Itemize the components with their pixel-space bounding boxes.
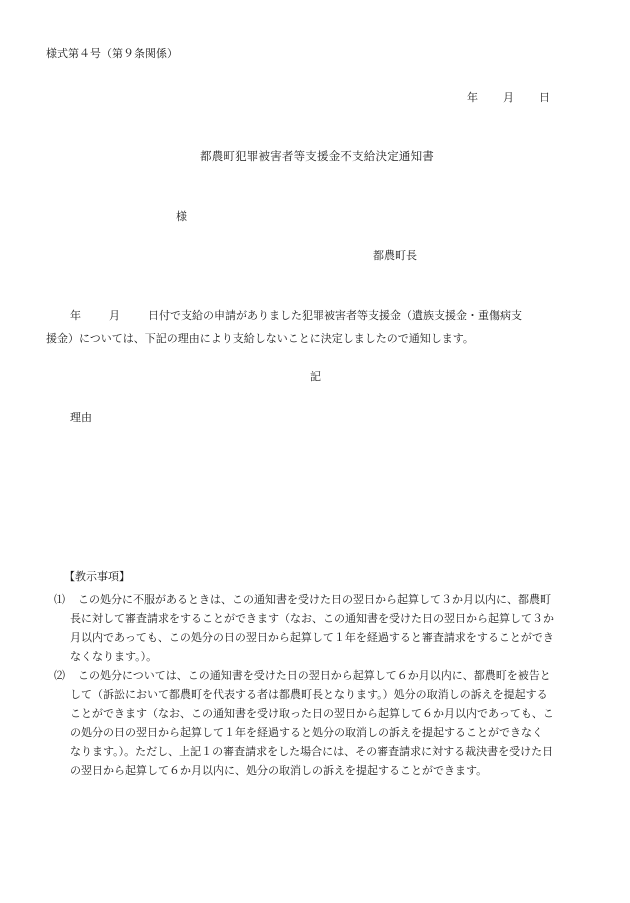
notice-item-1-line: 月以内であっても、この処分の日の翌日から起算して１年を経過すると審査請求をすることができ (70, 631, 554, 644)
addressee-suffix: 様 (176, 210, 187, 223)
body-month-label: 月 (109, 309, 120, 322)
notice-item-2-line: の翌日から起算して６か月以内に、処分の取消しの訴えを提起することができます。 (70, 764, 488, 777)
notice-item-2-number: ⑵ (54, 669, 65, 682)
notice-heading: 【教示事項】 (64, 570, 130, 583)
sender-name: 都農町長 (373, 249, 417, 262)
notice-item-2-line: この処分については、この通知書を受けた日の翌日から起算して６か月以内に、都農町を被告と (78, 669, 551, 682)
date-month-label: 月 (503, 91, 514, 104)
notice-item-1-number: ⑴ (54, 593, 65, 606)
notice-item-2-line: の処分の日の翌日から起算して１年を経過すると処分の取消しの訴えを提起することができなく (70, 726, 543, 739)
body-year-label: 年 (70, 309, 81, 322)
body-paragraph-line1 (70, 310, 522, 321)
notice-item-2-line: なります。）。ただし、上記１の審査請求をした場合には、その審査請求に対する裁決書を受けた日 (70, 745, 554, 758)
notice-item-2-line: ことができます（なお、この通知書を受け取った日の翌日から起算して６か月以内であっても、こ (70, 707, 554, 720)
notice-item-2-line: して（訴訟において都農町を代表する者は都農町長となります。）処分の取消しの訴えを提起する (70, 688, 548, 701)
reason-label: 理由 (70, 411, 92, 424)
document-title: 都農町犯罪被害者等支援金不支給決定通知書 (200, 149, 434, 163)
date-day-label: 日 (539, 91, 550, 104)
notice-item-1-line: この処分に不服があるときは、この通知書を受けた日の翌日から起算して３か月以内に、都農町 (78, 593, 551, 606)
notice-item-1-line: 長に対して審査請求をすることができます（なお、この通知書を受けた日の翌日から起算して３か (70, 612, 554, 625)
body-text-line1: 日付で支給の申請がありました犯罪被害者等支援金（遺族支援金・重傷病支 (148, 309, 522, 322)
date-year-label: 年 (467, 91, 478, 104)
body-paragraph-line2: 援金）については、下記の理由により支給しないことに決定しましたので通知します。 (46, 332, 474, 345)
notice-item-1-line: なくなります。）。 (70, 650, 158, 663)
ki-heading: 記 (310, 370, 321, 383)
form-number: 様式第４号（第９条関係） (46, 47, 178, 60)
